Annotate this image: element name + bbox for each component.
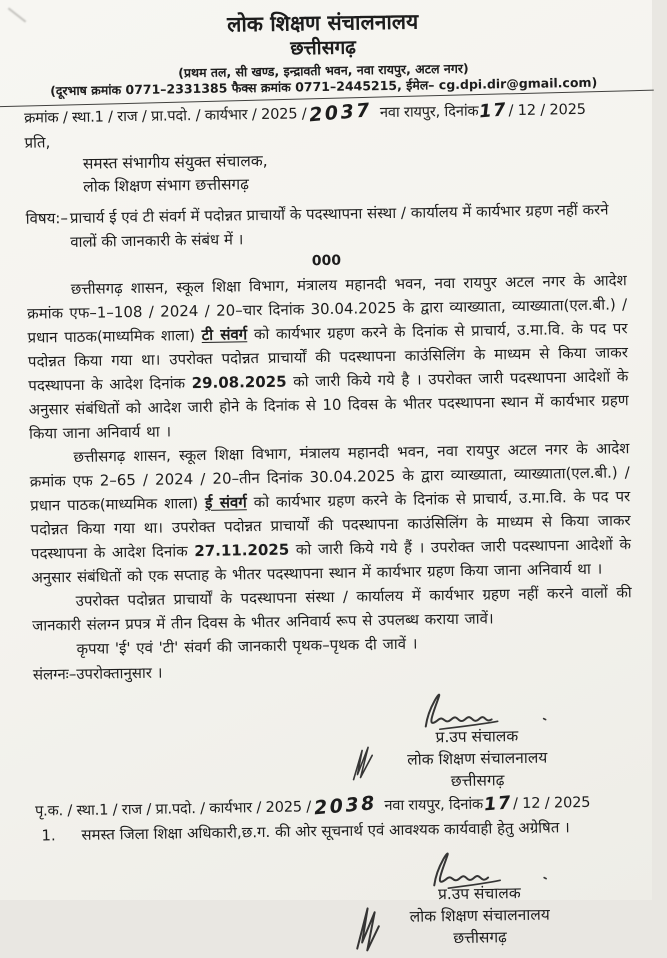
signatory-state: छत्तीसगढ़ (450, 771, 505, 791)
subject-label: विषय:– (25, 209, 69, 228)
initials-scribble-icon (348, 743, 383, 784)
para2-segment-2: को कार्यभार ग्रहण करने के दिनांक से प्राचार्य, उ.मा.वि. के पद पर पदोन्नत किया गया था। उपरोक्त पदोन्नत प्राचार्यों की पदस्थापना काउंसिलिंग के माध्यम से किया जाकर पदस्थापना के आदेश दिनांक (30, 487, 631, 563)
para2-segment-1: छत्तीसगढ़ शासन, स्कूल शिक्षा विभाग, मंत्रालय महानदी भवन, नवा रायपुर अटल नगर के आदेश क्रमांक एफ 2–65 / 2024 / 20–तीन दिनांक 30.04.2025 के द्वारा व्याख्याता, व्याख्याता(एल.बी.) / प्रधान पाठक(माध्यमिक शाला) (29, 439, 630, 515)
signatory-state: छत्तीसगढ़ (453, 928, 507, 948)
body-paragraph-4: कृपया 'ई' एवं 'टी' संवर्ग की जानकारी पृथक–पृथक दी जावें । (76, 634, 418, 658)
signatory-org: लोक शिक्षण संचालनालय (407, 748, 548, 769)
forwarding-item-number: 1. (41, 826, 56, 845)
endorsement-date-rest: / 12 / 2025 (512, 793, 591, 813)
reference-prefix: क्रमांक / स्था.1 / राज / प्रा.पदो. / कार्यभार / 2025 / (24, 105, 307, 127)
salutation: प्रति, (24, 133, 51, 152)
bold-date-1: 29.08.2025 (191, 372, 287, 393)
handwritten-endorsement-number: 2038 (313, 792, 378, 820)
letterhead-address: (प्रथम तल, सी खण्ड, इन्द्रावती भवन, नवा रायपुर, अटल नगर) (178, 60, 469, 81)
email-text: cg.dpi.dir@gmail.com (438, 74, 592, 93)
emphasis-e-cadre: ई संवर्ग (204, 493, 247, 512)
initials-scribble-icon (350, 900, 389, 953)
para1-segment-3: को जारी किये गये है । उपरोक्त जारी पदस्थापना आदेशों के अनुसार संबंधितों को आदेश जारी होने के दिनांक से 10 दिवस के भीतर पदस्थापना स्थान में कार्यभार ग्रहण किया जाना अनिवार्य था । (28, 367, 629, 443)
reference-date-rest: / 12 / 2025 (508, 100, 586, 120)
para2-segment-3: को जारी किये गये हैं । उपरोक्त जारी पदस्थापना आदेशों के अनुसार संबंधितों को एक सप्ताह के भीतर पदस्थापना स्थान में कार्यभार ग्रहण किया जाना अनिवार्य था । (31, 535, 632, 587)
separator-000: 000 (311, 252, 342, 270)
signatory-org-row (352, 746, 602, 772)
contact-close-paren: ) (591, 74, 598, 90)
letterhead-state-name: छत्तीसगढ़ (290, 36, 357, 60)
signatory-org: लोक शिक्षण संचालनालय (409, 905, 550, 926)
forwarding-item-text: समस्त जिला शिक्षा अधिकारी,छ.ग. की ओर सूचनार्थ एवं आवश्यक कार्यवाही हेतु अग्रेषित । (81, 818, 570, 844)
body-paragraph-1 (27, 268, 630, 445)
body-paragraph-2 (29, 436, 631, 589)
signatory-org-row (355, 903, 605, 929)
recipient-line-2: लोक शिक्षण संभाग छत्तीसगढ़ (83, 175, 250, 196)
subject-line (26, 197, 627, 254)
handwritten-day: 17 (478, 99, 509, 123)
endorsement-place-date-label: नवा रायपुर, दिनांक (384, 795, 484, 815)
handwritten-dispatch-number: 2037 (308, 99, 374, 127)
endorsement-prefix: पृ.क. / स्था.1 / राज / प्रा.पदो. / कार्यभार / 2025 / (34, 798, 312, 820)
signature-block-1 (351, 680, 603, 794)
bold-date-2: 27.11.2025 (194, 540, 290, 561)
recipient-line-1: समस्त संभागीय संयुक्त संचालक, (82, 151, 268, 173)
signature-block-2 (354, 841, 606, 951)
subject-text: प्राचार्य ई एवं टी संवर्ग में पदोन्नत प्राचार्यों के पदस्थापना संस्था / कार्यालय में कार्यभार ग्रहण नहीं करने वालों की जानकारी के संबंध में । (69, 200, 609, 252)
signatory-designation: प्र.उप संचालक (435, 727, 519, 747)
para1-segment-1: छत्तीसगढ़ शासन, स्कूल शिक्षा विभाग, मंत्रालय महानदी भवन, नवा रायपुर अटल नगर के आदेश क्रमांक एफ–1–108 / 2024 / 20–चार दिनांक 30.04.2025 के द्वारा व्याख्याता, व्याख्याता(एल.बी.) / प्रधान पाठक(माध्यमिक शाला) (27, 271, 628, 347)
para1-segment-2: को कार्यभार ग्रहण करने के दिनांक से प्राचार्य, उ.मा.वि. के पद पर पदोन्नत किया गया था। उपरोक्त पदोन्नत प्राचार्यों की पदस्थापना काउंसिलिंग के माध्यम से किया जाकर पदस्थापना के आदेश दिनांक (27, 319, 629, 395)
emphasis-t-cadre: टी संवर्ग (201, 325, 248, 344)
signatory-designation: प्र.उप संचालक (437, 884, 521, 904)
handwritten-endorsement-day: 17 (483, 792, 513, 816)
reference-place-date-label: नवा रायपुर, दिनांक (379, 102, 479, 122)
body-paragraph-3: उपरोक्त पदोन्नत प्राचार्यों के पदस्थापना संस्था / कार्यालय में कार्यभार ग्रहण नहीं करने वालों की जानकारी संलग्न प्रपत्र में तीन दिवस के भीतर अनिवार्य रूप से उपलब्ध कराया जावें। (31, 583, 632, 635)
enclosure-line: संलग्नः–उपरोक्तानुसार । (32, 663, 163, 684)
contact-phone-fax: (दूरभाष क्रमांक 0771–2331385 फैक्स क्रमांक 0771–2445215, ईमेल– (50, 77, 439, 99)
letterhead-org-name: लोक शिक्षण संचालनालय (226, 9, 419, 37)
